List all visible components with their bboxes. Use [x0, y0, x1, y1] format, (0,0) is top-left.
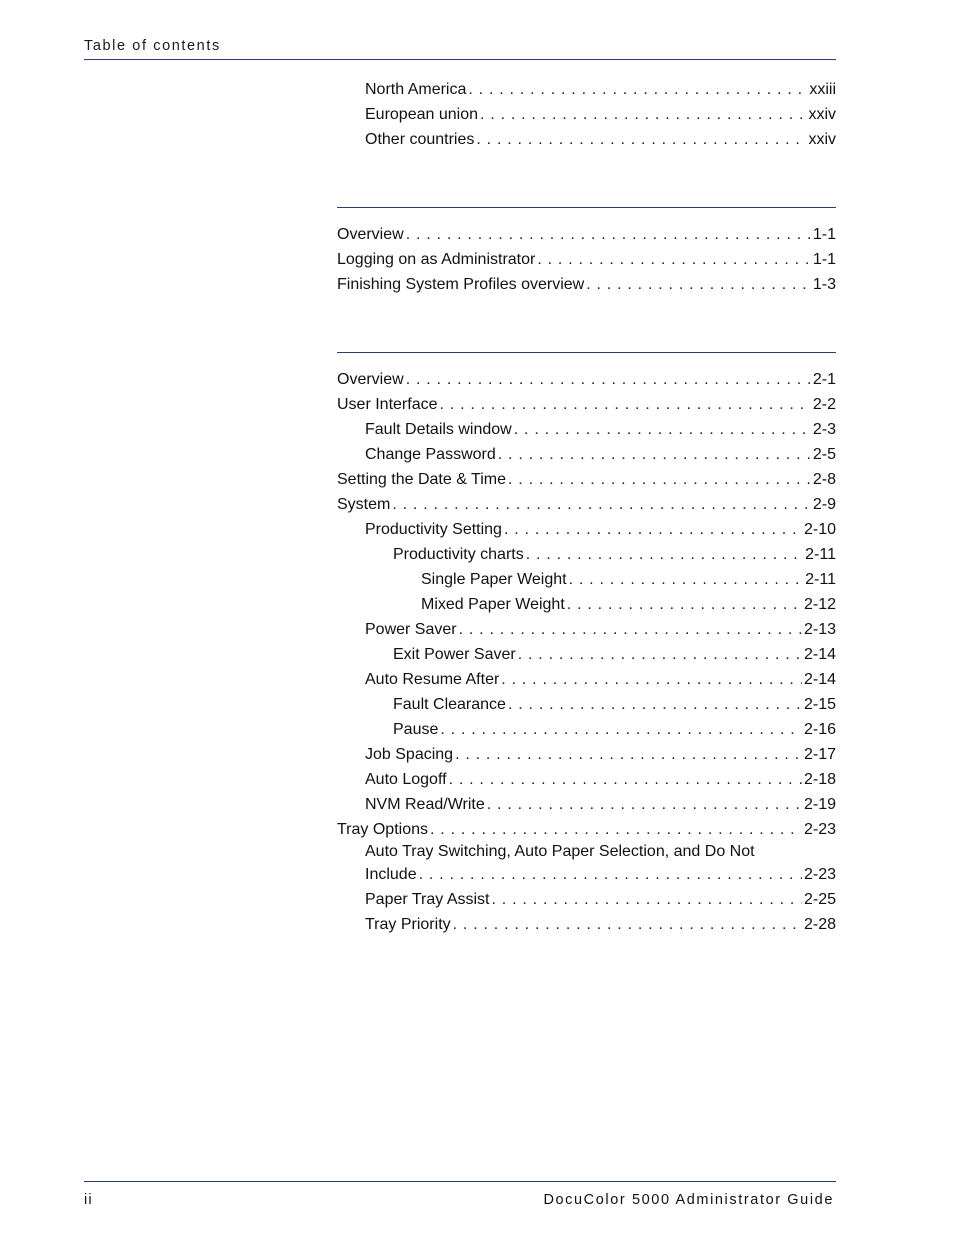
- dot-leader: [518, 642, 802, 667]
- toc-entry[interactable]: [337, 767, 836, 792]
- toc-entry[interactable]: [337, 717, 836, 742]
- toc-entry[interactable]: [337, 842, 836, 887]
- toc-entry-page: 2-11: [805, 571, 836, 588]
- toc-section-1: [337, 77, 836, 152]
- toc-entry-page: 2-25: [803, 891, 836, 908]
- dot-leader: [453, 912, 802, 937]
- footer-rule: [84, 1181, 836, 1182]
- toc-entry[interactable]: [337, 792, 836, 817]
- toc-entry-title: Overview: [337, 371, 404, 388]
- toc-section-3: [337, 367, 836, 937]
- dot-leader: [419, 862, 802, 887]
- toc-entry-title: Power Saver: [365, 621, 457, 638]
- toc-entry-page: 1-1: [812, 226, 836, 243]
- dot-leader: [440, 717, 802, 742]
- toc-entry[interactable]: [337, 817, 836, 842]
- toc-entry[interactable]: [337, 692, 836, 717]
- toc-entry-title-line1: Auto Tray Switching, Auto Paper Selection, and Do Not: [365, 843, 755, 860]
- toc-entry-page: 2-18: [803, 771, 836, 788]
- dot-leader: [476, 127, 806, 152]
- toc-entry-title: Change Password: [365, 446, 496, 463]
- toc-entry-page: 2-17: [803, 746, 836, 763]
- toc-section-2: [337, 222, 836, 297]
- toc-entry-page: 2-23: [803, 821, 836, 838]
- toc-entry[interactable]: [337, 742, 836, 767]
- toc-entry-title: Single Paper Weight: [421, 571, 567, 588]
- guide-title: DocuColor 5000 Administrator Guide: [543, 1192, 834, 1208]
- dot-leader: [449, 767, 802, 792]
- dot-leader: [459, 617, 802, 642]
- dot-leader: [537, 247, 811, 272]
- toc-entry[interactable]: [337, 542, 836, 567]
- toc-entry-page: 2-12: [803, 596, 836, 613]
- toc-entry[interactable]: [337, 912, 836, 937]
- toc-entry-page: 2-13: [803, 621, 836, 638]
- toc-entry-title: NVM Read/Write: [365, 796, 485, 813]
- toc-entry-title: Tray Priority: [365, 916, 451, 933]
- toc-entry-page: 2-15: [803, 696, 836, 713]
- dot-leader: [406, 222, 811, 247]
- toc-entry[interactable]: [337, 667, 836, 692]
- dot-leader: [492, 887, 802, 912]
- dot-leader: [498, 442, 811, 467]
- header-rule: [84, 59, 836, 60]
- toc-entry-title: North America: [365, 81, 467, 98]
- toc-entry-title: Setting the Date & Time: [337, 471, 506, 488]
- toc-entry-title: System: [337, 496, 391, 513]
- toc-entry[interactable]: [337, 222, 836, 247]
- running-header: Table of contents: [84, 38, 221, 54]
- toc-entry-page: xxiv: [808, 106, 836, 123]
- toc-entry-page: 2-11: [805, 546, 836, 563]
- dot-leader: [586, 272, 811, 297]
- toc-entry[interactable]: [337, 492, 836, 517]
- toc-entry-title: Job Spacing: [365, 746, 454, 763]
- toc-entry-title: User Interface: [337, 396, 438, 413]
- toc-entry[interactable]: [337, 567, 836, 592]
- toc-entry-page: 2-19: [803, 796, 836, 813]
- dot-leader: [480, 102, 806, 127]
- toc-entry[interactable]: [337, 617, 836, 642]
- toc-entry-page: 2-28: [803, 916, 836, 933]
- toc-entry-title: Auto Logoff: [365, 771, 447, 788]
- toc-entry[interactable]: [337, 467, 836, 492]
- toc-entry-page: 2-9: [812, 496, 836, 513]
- toc-entry-title: Logging on as Administrator: [337, 251, 536, 268]
- toc-entry-page: 2-3: [812, 421, 836, 438]
- toc-entry-page: 1-1: [812, 251, 836, 268]
- dot-leader: [567, 592, 802, 617]
- section-rule-1: [337, 207, 836, 208]
- toc-entry-title: Fault Clearance: [393, 696, 506, 713]
- dot-leader: [392, 492, 811, 517]
- toc-entry-page: xxiv: [808, 131, 836, 148]
- dot-leader: [508, 692, 802, 717]
- toc-entry-title: Tray Options: [337, 821, 428, 838]
- toc-entry-title: Fault Details window: [365, 421, 512, 438]
- toc-entry-page: 2-1: [812, 371, 836, 388]
- toc-entry-title: Mixed Paper Weight: [421, 596, 565, 613]
- toc-entry-title: Productivity charts: [393, 546, 524, 563]
- toc-entry[interactable]: [337, 392, 836, 417]
- toc-entry-page: 2-2: [812, 396, 836, 413]
- toc-entry-page: 2-10: [803, 521, 836, 538]
- toc-entry[interactable]: [337, 102, 836, 127]
- toc-entry-title: Overview: [337, 226, 404, 243]
- toc-entry-page: 1-3: [812, 276, 836, 293]
- dot-leader: [430, 817, 802, 842]
- dot-leader: [468, 77, 807, 102]
- dot-leader: [504, 517, 802, 542]
- toc-entry-title: Auto Resume After: [365, 671, 500, 688]
- toc-entry[interactable]: [337, 272, 836, 297]
- toc-entry-page: xxiii: [809, 81, 836, 98]
- toc-entry-title: Exit Power Saver: [393, 646, 516, 663]
- toc-entry-title: Paper Tray Assist: [365, 891, 490, 908]
- toc-entry[interactable]: [337, 127, 836, 152]
- toc-entry-page: 2-8: [812, 471, 836, 488]
- toc-entry[interactable]: [337, 887, 836, 912]
- dot-leader: [501, 667, 802, 692]
- dot-leader: [569, 567, 804, 592]
- toc-entry-page: 2-16: [803, 721, 836, 738]
- toc-entry-page: 2-5: [812, 446, 836, 463]
- toc-entry-title: Finishing System Profiles overview: [337, 276, 585, 293]
- section-rule-2: [337, 352, 836, 353]
- toc-entry[interactable]: [337, 442, 836, 467]
- toc-entry-page: 2-14: [803, 671, 836, 688]
- toc-entry-title: Productivity Setting: [365, 521, 502, 538]
- toc-entry[interactable]: [337, 592, 836, 617]
- toc-entry-page: 2-14: [803, 646, 836, 663]
- toc-entry[interactable]: [337, 77, 836, 102]
- toc-entry-page: 2-23: [803, 866, 836, 883]
- dot-leader: [439, 392, 810, 417]
- dot-leader: [514, 417, 811, 442]
- toc-entry-title: European union: [365, 106, 478, 123]
- toc-entry[interactable]: [337, 367, 836, 392]
- toc-entry-title: Other countries: [365, 131, 475, 148]
- toc-entry-title: Include: [365, 866, 417, 883]
- dot-leader: [526, 542, 803, 567]
- dot-leader: [487, 792, 802, 817]
- toc-entry[interactable]: [337, 517, 836, 542]
- toc-entry-title: Pause: [393, 721, 439, 738]
- dot-leader: [406, 367, 811, 392]
- toc-entry[interactable]: [337, 642, 836, 667]
- toc-entry[interactable]: [337, 417, 836, 442]
- dot-leader: [455, 742, 802, 767]
- page-number: ii: [84, 1192, 93, 1208]
- dot-leader: [508, 467, 811, 492]
- toc-entry[interactable]: [337, 247, 836, 272]
